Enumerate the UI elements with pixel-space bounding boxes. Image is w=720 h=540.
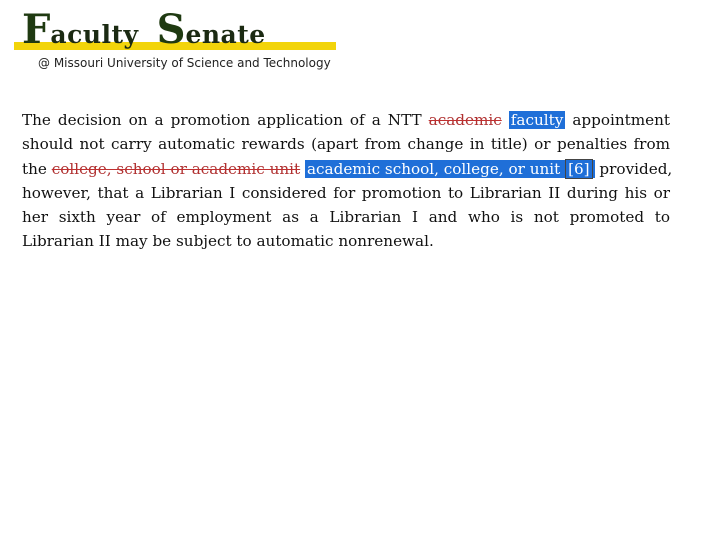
text-segment: appointment bbox=[565, 111, 670, 129]
text-line-5: her sixth year of employment as a Librarian I and who is not promoted to bbox=[22, 208, 670, 227]
faculty-senate-logo bbox=[22, 6, 266, 54]
logo-subtitle: @ Missouri University of Science and Technology bbox=[38, 56, 331, 70]
inserted-text-content: academic school, college, or unit bbox=[306, 159, 566, 178]
policy-paragraph bbox=[22, 108, 673, 254]
inserted-text: faculty bbox=[510, 111, 564, 129]
text-segment: The decision on a promotion application of a NTT bbox=[22, 111, 429, 129]
logo-rest-enate: enate bbox=[185, 20, 266, 49]
logo-initial-f: F bbox=[22, 6, 51, 53]
header bbox=[0, 0, 720, 80]
text-line-1 bbox=[22, 108, 670, 132]
text-line-4: however, that a Librarian I considered for promotion to Librarian II during his or bbox=[22, 183, 670, 202]
logo-rest-aculty: aculty bbox=[50, 20, 139, 49]
logo-word-faculty bbox=[22, 6, 139, 53]
text-segment: the bbox=[22, 159, 52, 178]
deleted-text: college, school or academic unit bbox=[51, 159, 301, 178]
reference-marker: [6] bbox=[565, 159, 593, 179]
inserted-text bbox=[305, 160, 595, 178]
text-line-3 bbox=[22, 157, 673, 181]
logo-initial-s: S bbox=[156, 6, 186, 53]
text-segment: provided, bbox=[594, 159, 673, 178]
logo-word-senate bbox=[156, 6, 266, 53]
text-line-2: should not carry automatic rewards (apart from change in title) or penalties from bbox=[22, 135, 670, 154]
deleted-text: academic bbox=[428, 111, 502, 129]
text-line-6: Librarian II may be subject to automatic nonrenewal. bbox=[22, 232, 434, 251]
